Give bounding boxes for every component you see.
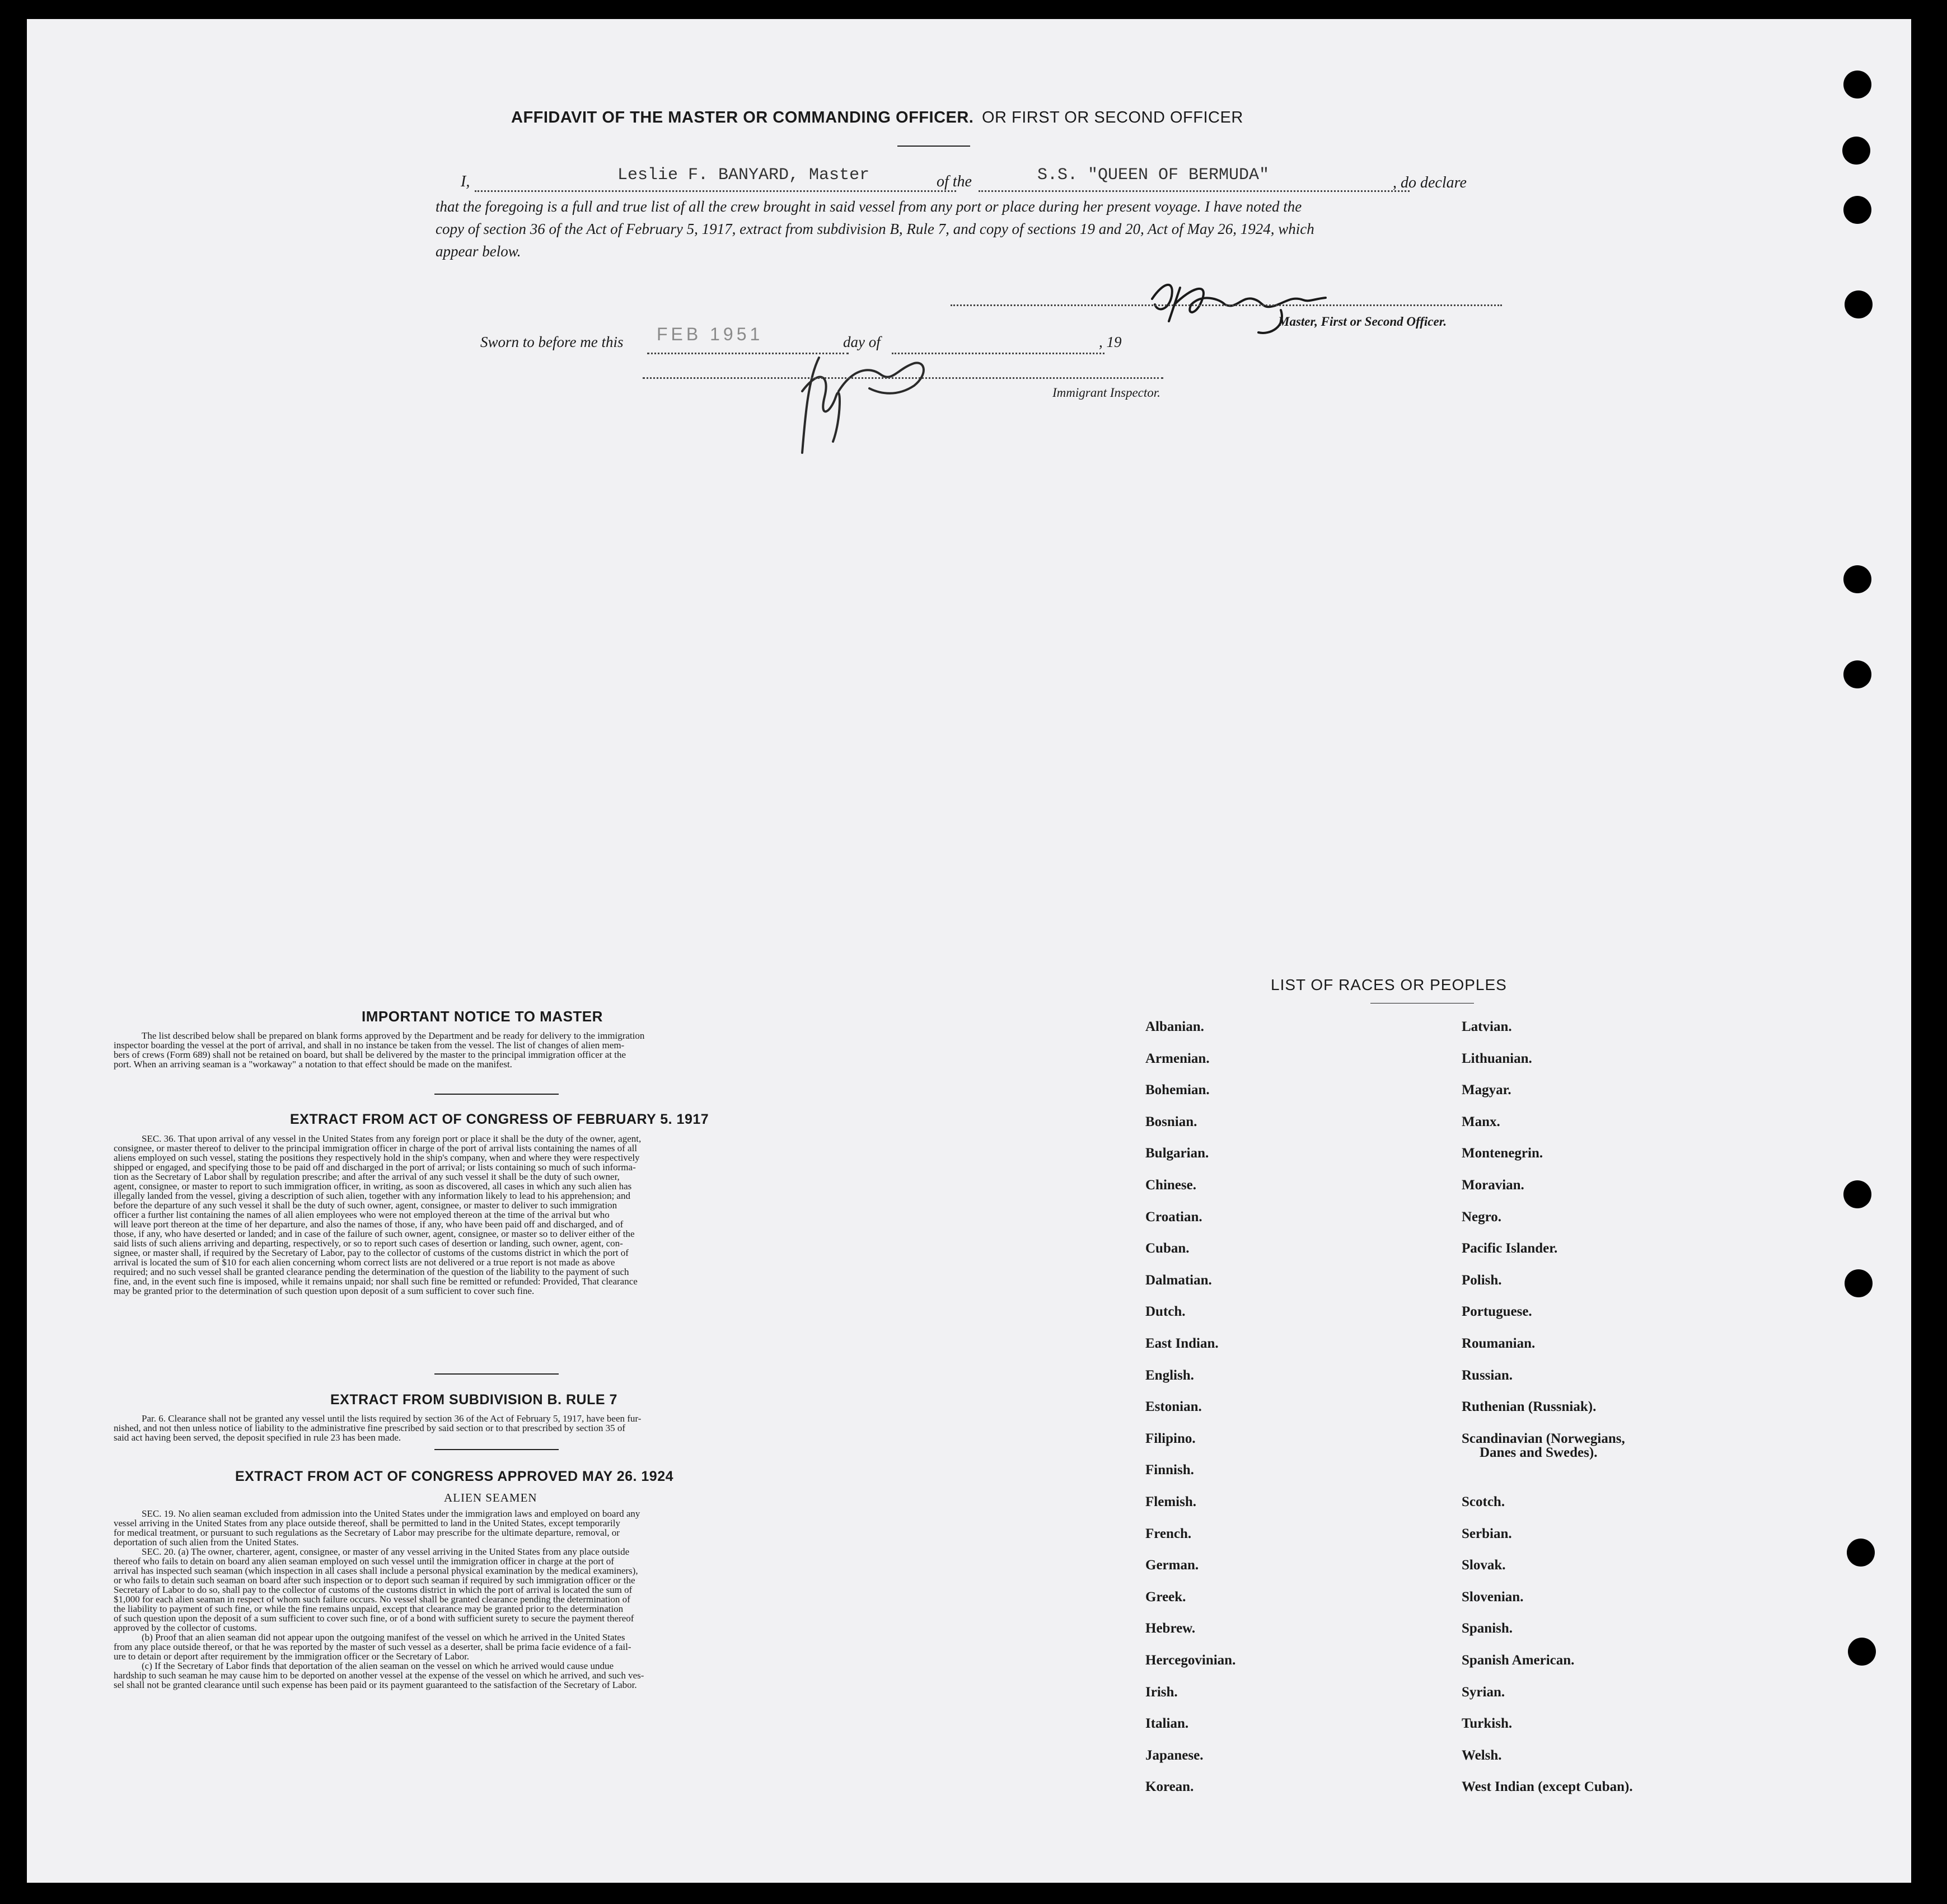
section-rule <box>434 1449 559 1450</box>
affidavit-heading-b: OR FIRST OR SECOND OFFICER <box>981 109 1243 126</box>
race-item: English. <box>1145 1368 1194 1383</box>
race-item: Serbian. <box>1462 1526 1512 1541</box>
extract-line: Secretary of Labor to do so, shall pay to the collector of customs of the customs district in which the port of arrival is located the sum of <box>114 1584 633 1595</box>
race-item: Chinese. <box>1145 1178 1196 1193</box>
sworn-label: Sworn to before me this <box>480 334 624 350</box>
race-item: Cuban. <box>1145 1241 1190 1256</box>
affidavit-line-4: appear below. <box>436 243 521 260</box>
race-item: Turkish. <box>1462 1716 1513 1731</box>
extract-1917-title: EXTRACT FROM ACT OF CONGRESS OF FEBRUARY 5. 1917 <box>290 1112 709 1127</box>
extract-line: sel shall not be granted clearance until such expense has been paid or its payment guaranteed to the satisfaction of the Secretary of Labor. <box>114 1680 637 1690</box>
punch-hole <box>1848 1638 1876 1666</box>
extract-line: approved by the collector of customs. <box>114 1622 257 1633</box>
race-item: Bulgarian. <box>1145 1146 1209 1161</box>
punch-hole <box>1845 1269 1873 1297</box>
day-of-label: day of <box>843 334 881 350</box>
race-item: Armenian. <box>1145 1051 1210 1066</box>
race-item: Portuguese. <box>1462 1304 1532 1319</box>
extract-line: agent, consignee, or master to report to such immigration officer, in writing, as soon as discovered, all cases in which any such alien has <box>114 1181 632 1192</box>
date-stamp: FEB 1951 <box>657 324 764 344</box>
extract-line: tion as the Secretary of Labor shall by regulation prescribe; and after the arrival of any such vessel it shall be the duty of such owner, <box>114 1171 620 1182</box>
punch-hole <box>1845 290 1873 318</box>
race-item: Lithuanian. <box>1462 1051 1532 1066</box>
form-sheet <box>27 19 1911 1883</box>
race-item: Negro. <box>1462 1209 1502 1225</box>
race-item: Spanish American. <box>1462 1653 1575 1668</box>
officer-name-line <box>475 190 956 192</box>
extract-line: arrival has inspected such seaman (which inspection in all cases shall include a personal physical examination by the medical examiners), <box>114 1565 638 1576</box>
extract-1924-paragraph <box>114 1509 934 1690</box>
extract-line: deportation of such alien from the United States. <box>114 1537 299 1547</box>
race-item: Hebrew. <box>1145 1621 1196 1636</box>
of-the-label: of the <box>937 173 972 190</box>
punch-hole <box>1842 137 1870 165</box>
extract-line: fine, and, in the event such fine is imposed, while it remains unpaid; nor shall such fine be remitted or refunded: Provided, That clearance <box>114 1276 638 1287</box>
extract-rule7-title: EXTRACT FROM SUBDIVISION B. RULE 7 <box>330 1392 617 1408</box>
race-item: Hercegovinian. <box>1145 1653 1236 1668</box>
affidavit-heading-a: AFFIDAVIT OF THE MASTER OR COMMANDING OFFICER. <box>511 109 974 126</box>
extract-line: Par. 6. Clearance shall not be granted any vessel until the lists required by section 36 of the Act of February 5, 1917, have been fur- <box>142 1413 642 1424</box>
race-item: Greek. <box>1145 1589 1186 1605</box>
extract-line: illegally landed from the vessel, giving a description of such alien, together with any information likely to lead to his apprehension; and <box>114 1190 630 1201</box>
race-item: Montenegrin. <box>1462 1146 1543 1161</box>
race-item-continuation: Danes and Swedes). <box>1480 1445 1598 1460</box>
notice-paragraph <box>114 1031 934 1069</box>
race-item: Bohemian. <box>1145 1082 1210 1098</box>
race-item: West Indian (except Cuban). <box>1462 1779 1633 1794</box>
extract-1924-subtitle: ALIEN SEAMEN <box>444 1491 537 1504</box>
extract-line: (b) Proof that an alien seaman did not appear upon the outgoing manifest of the vessel on which he arrived in the United States <box>142 1632 625 1643</box>
race-item: Estonian. <box>1145 1399 1202 1414</box>
race-item: Moravian. <box>1462 1178 1524 1193</box>
race-item: East Indian. <box>1145 1336 1219 1351</box>
vessel-name-line <box>979 190 1410 192</box>
notice-line: bers of crews (Form 689) shall not be retained on board, but shall be delivered by the master to the principal immigration officer at the <box>114 1049 626 1060</box>
race-item: Scandinavian (Norwegians, <box>1462 1431 1625 1446</box>
extract-line: thereof who fails to detain on board any alien seaman employed on such vessel until the immigration officer in charge at the port of <box>114 1556 614 1567</box>
extract-line: will leave port thereon at the time of her departure, and also the names of those, if any, who have been paid off and discharged, and of <box>114 1219 624 1230</box>
race-item: Syrian. <box>1462 1685 1505 1700</box>
extract-line: (c) If the Secretary of Labor finds that deportation of the alien seaman on the vessel on which he arrived would cause undue <box>142 1661 614 1671</box>
punch-hole <box>1843 660 1871 688</box>
inspector-signature-line <box>643 377 1163 379</box>
extract-1917-paragraph <box>114 1134 934 1296</box>
extract-line: arrival is located the sum of $10 for each alien concerning whom correct lists are not delivered or a true report is not made as above <box>114 1257 615 1268</box>
race-item: Pacific Islander. <box>1462 1241 1558 1256</box>
extract-line: nished, and not then unless notice of liability to the administrative fine prescribed by said section or to that prescribed by section 35 of <box>114 1423 625 1433</box>
race-item: Welsh. <box>1462 1748 1502 1763</box>
extract-line: or who fails to detain such seaman on board after such inspection or to deport such seaman if required by such immigration officer or the <box>114 1575 635 1586</box>
notice-line: The list described below shall be prepared on blank forms approved by the Department and be ready for delivery to the immigration <box>142 1030 645 1041</box>
race-item: Dalmatian. <box>1145 1273 1212 1288</box>
vessel-name-field[interactable]: S.S. "QUEEN OF BERMUDA" <box>1037 166 1270 185</box>
punch-hole <box>1843 1180 1871 1208</box>
race-item: Manx. <box>1462 1114 1500 1129</box>
race-item: German. <box>1145 1558 1199 1573</box>
inspector-signature <box>785 335 942 464</box>
extract-line: consignee, or master thereof to deliver to the principal immigration officer in charge of the port of arrival lists containing the names of all <box>114 1143 638 1153</box>
race-item: Magyar. <box>1462 1082 1511 1098</box>
affidavit-line-3: copy of section 36 of the Act of February 5, 1917, extract from subdivision B, Rule 7, and copy of sections 19 and 20, Act of May 26, 1924, which <box>436 221 1314 237</box>
extract-line: for medical treatment, or pursuant to such regulations as the Secretary of Labor may prescribe for the ultimate departure, removal, or <box>114 1527 620 1538</box>
punch-hole <box>1847 1539 1875 1567</box>
race-item: Spanish. <box>1462 1621 1513 1636</box>
races-title: LIST OF RACES OR PEOPLES <box>1271 976 1507 993</box>
race-item: Irish. <box>1145 1685 1178 1700</box>
extract-line: vessel arriving in the United States from any place outside thereof, shall be permitted to land in the United States, except temporarily <box>114 1518 620 1528</box>
race-item: Italian. <box>1145 1716 1189 1731</box>
race-item: Croatian. <box>1145 1209 1202 1225</box>
affidavit-line-2: that the foregoing is a full and true list of all the crew brought in said vessel from any port or place during her present voyage. I have noted the <box>436 198 1302 215</box>
race-item: Scotch. <box>1462 1494 1505 1509</box>
race-item: Filipino. <box>1145 1431 1196 1446</box>
punch-hole <box>1843 71 1871 99</box>
notice-line: inspector boarding the vessel at the port of arrival, and shall in no instance be taken from the vessel. The list of changes of alien mem- <box>114 1040 625 1051</box>
race-item: Albanian. <box>1145 1019 1204 1034</box>
extract-line: hardship to such seaman he may cause him to be deported on another vessel at the expense of the vessel on which he arrived, and such ves- <box>114 1670 644 1681</box>
race-item: Latvian. <box>1462 1019 1512 1034</box>
extract-rule7-paragraph <box>114 1414 934 1442</box>
extract-line: before the departure of any such vessel it shall be the duty of such owner, agent, consignee, or master to deliver to such immigration <box>114 1200 617 1211</box>
race-item: Bosnian. <box>1145 1114 1197 1129</box>
race-item: Korean. <box>1145 1779 1194 1794</box>
do-declare-label: , do declare <box>1393 174 1467 191</box>
notice-line: port. When an arriving seaman is a "workaway" a notation to that effect should be made on the manifest. <box>114 1059 512 1070</box>
race-item: Roumanian. <box>1462 1336 1536 1351</box>
extract-line: of such question upon the deposit of a sum sufficient to cover such fine, or of a bond with sufficient surety to secure the payment thereof <box>114 1613 634 1624</box>
extract-line: required; and no such vessel shall be granted clearance pending the determination of the question of the liability to the payment of such <box>114 1267 629 1277</box>
extract-1924-title: EXTRACT FROM ACT OF CONGRESS APPROVED MAY 26. 1924 <box>235 1469 674 1484</box>
section-rule <box>434 1373 559 1375</box>
extract-line: may be granted prior to the determination of such question upon deposit of a sum sufficient to cover such fine. <box>114 1286 535 1296</box>
extract-line: those, if any, who have deserted or landed; and in case of the failure of such owner, agent, consignee, or master so to deliver either of the <box>114 1228 635 1239</box>
punch-hole <box>1843 565 1871 593</box>
section-rule <box>434 1094 559 1095</box>
inspector-caption: Immigrant Inspector. <box>1052 386 1160 400</box>
affidavit-heading <box>511 109 1243 127</box>
race-item: Slovenian. <box>1462 1589 1524 1605</box>
extract-line: said act having been served, the deposit specified in rule 23 has been made. <box>114 1432 401 1443</box>
race-item: Finnish. <box>1145 1462 1194 1478</box>
year-label: , 19 <box>1099 334 1122 350</box>
race-item: Dutch. <box>1145 1304 1186 1319</box>
extract-line: $1,000 for each alien seaman in respect of whom such failure occurs. No vessel shall be granted clearance pending the determination of <box>114 1594 630 1605</box>
master-signature-line <box>951 304 1502 306</box>
extract-line: ure to detain or deport after requirement by the immigration officer or the Secretary of Labor. <box>114 1651 470 1662</box>
extract-line: officer a further list containing the names of all alien employees who were not employed thereon at the time of the arrival but who <box>114 1209 610 1220</box>
race-item: French. <box>1145 1526 1192 1541</box>
master-caption: Master, First or Second Officer. <box>1278 315 1447 329</box>
extract-line: SEC. 19. No alien seaman excluded from admission into the United States under the immigration laws and employed on board any <box>142 1508 640 1519</box>
affidavit-i: I, <box>461 173 470 190</box>
heading-rule <box>897 146 970 147</box>
extract-line: shipped or engaged, and specifying those to be paid off and discharged in the port of arrival; or lists containing so much of such informa- <box>114 1162 636 1173</box>
race-item: Flemish. <box>1145 1494 1196 1509</box>
extract-line: aliens employed on such vessel, stating the positions they respectively hold in the ship's company, when and where they were respectively <box>114 1152 640 1163</box>
officer-name-field[interactable]: Leslie F. BANYARD, Master <box>617 166 870 185</box>
extract-line: signee, or master shall, if required by the Secretary of Labor, pay to the collector of customs of the customs district in which the port of <box>114 1248 629 1258</box>
race-item: Russian. <box>1462 1368 1513 1383</box>
race-item: Slovak. <box>1462 1558 1506 1573</box>
extract-line: the liability to payment of such fine, or while the fine remains unpaid, except that clearance may be granted prior to the determination <box>114 1603 624 1614</box>
race-item: Polish. <box>1462 1273 1502 1288</box>
extract-line: SEC. 36. That upon arrival of any vessel in the United States from any foreign port or place it shall be the duty of the owner, agent, <box>142 1133 642 1144</box>
extract-line: from any place outside thereof, or that he was reported by the master of such vessel as a deserter, shall be prima facie evidence of a fail- <box>114 1642 631 1652</box>
race-item: Ruthenian (Russniak). <box>1462 1399 1597 1414</box>
extract-line: SEC. 20. (a) The owner, charterer, agent, consignee, or master of any vessel arriving in the United States from any place outside <box>142 1546 630 1557</box>
extract-line: said lists of such aliens arriving and departing, respectively, or so to report such cases of desertion or landing, such owner, agent, con- <box>114 1238 623 1249</box>
punch-hole <box>1843 196 1871 224</box>
notice-title: IMPORTANT NOTICE TO MASTER <box>362 1008 603 1025</box>
race-item: Japanese. <box>1145 1748 1204 1763</box>
